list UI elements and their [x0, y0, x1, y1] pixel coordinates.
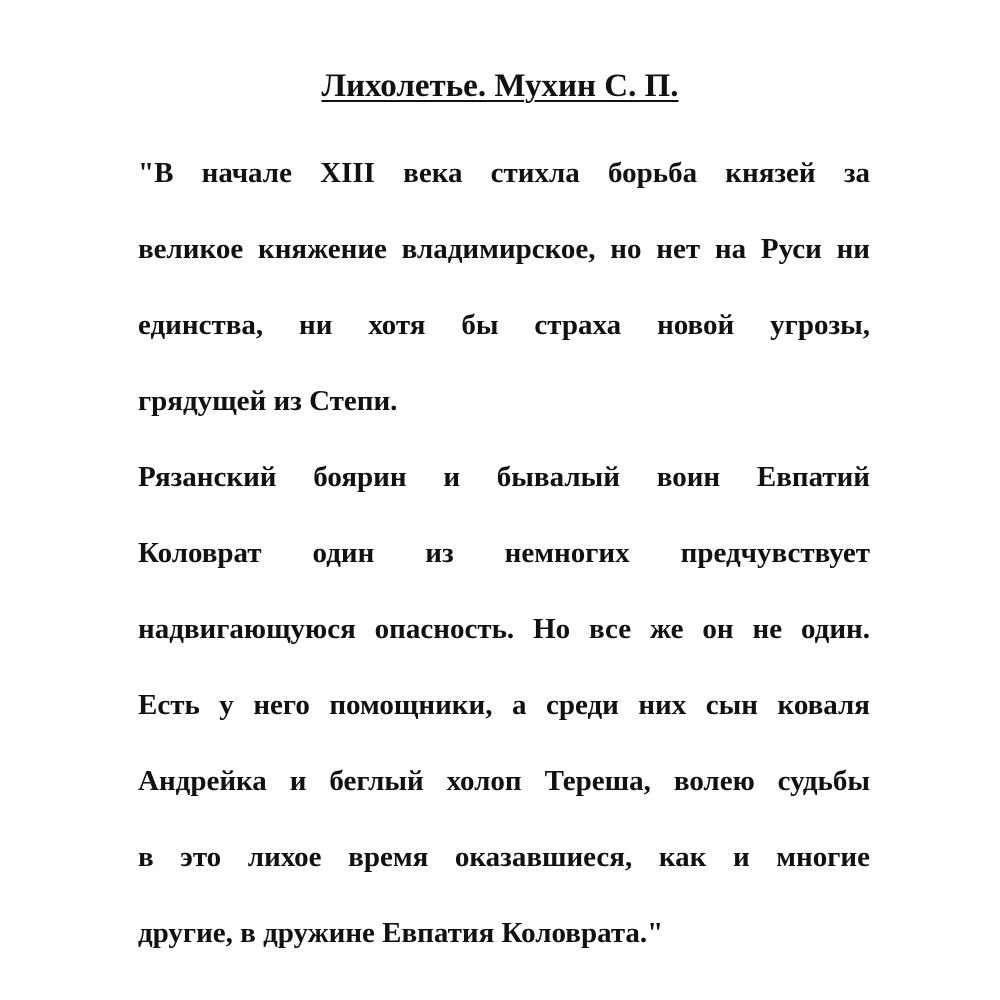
- document-title-text: Лихолетье. Мухин С. П.: [321, 68, 679, 104]
- text-line: великое княжение владимирское, но нет на Руси ни: [138, 233, 870, 265]
- text-line: "В начале XIII века стихла борьба князей за: [138, 157, 870, 189]
- document-title: [0, 62, 1000, 110]
- paragraph-intro: [138, 155, 870, 459]
- text-line: Коловрат один из немногих предчувствует: [138, 537, 870, 569]
- text-line: другие, в дружине Евпатия Коловрата.": [138, 917, 664, 949]
- text-line: Андрейка и беглый холоп Тереша, волею судьбы: [138, 765, 870, 797]
- text-line: надвигающуюся опасность. Но все же он не один.: [138, 613, 870, 645]
- text-line: грядущей из Степи.: [138, 385, 398, 417]
- text-line: Рязанский боярин и бывалый воин Евпатий: [138, 461, 870, 493]
- paragraph-story: [138, 459, 870, 991]
- text-line: единства, ни хотя бы страха новой угрозы,: [138, 309, 870, 341]
- text-line: в это лихое время оказавшиеся, как и многие: [138, 841, 870, 873]
- text-line: Есть у него помощники, а среди них сын коваля: [138, 689, 870, 721]
